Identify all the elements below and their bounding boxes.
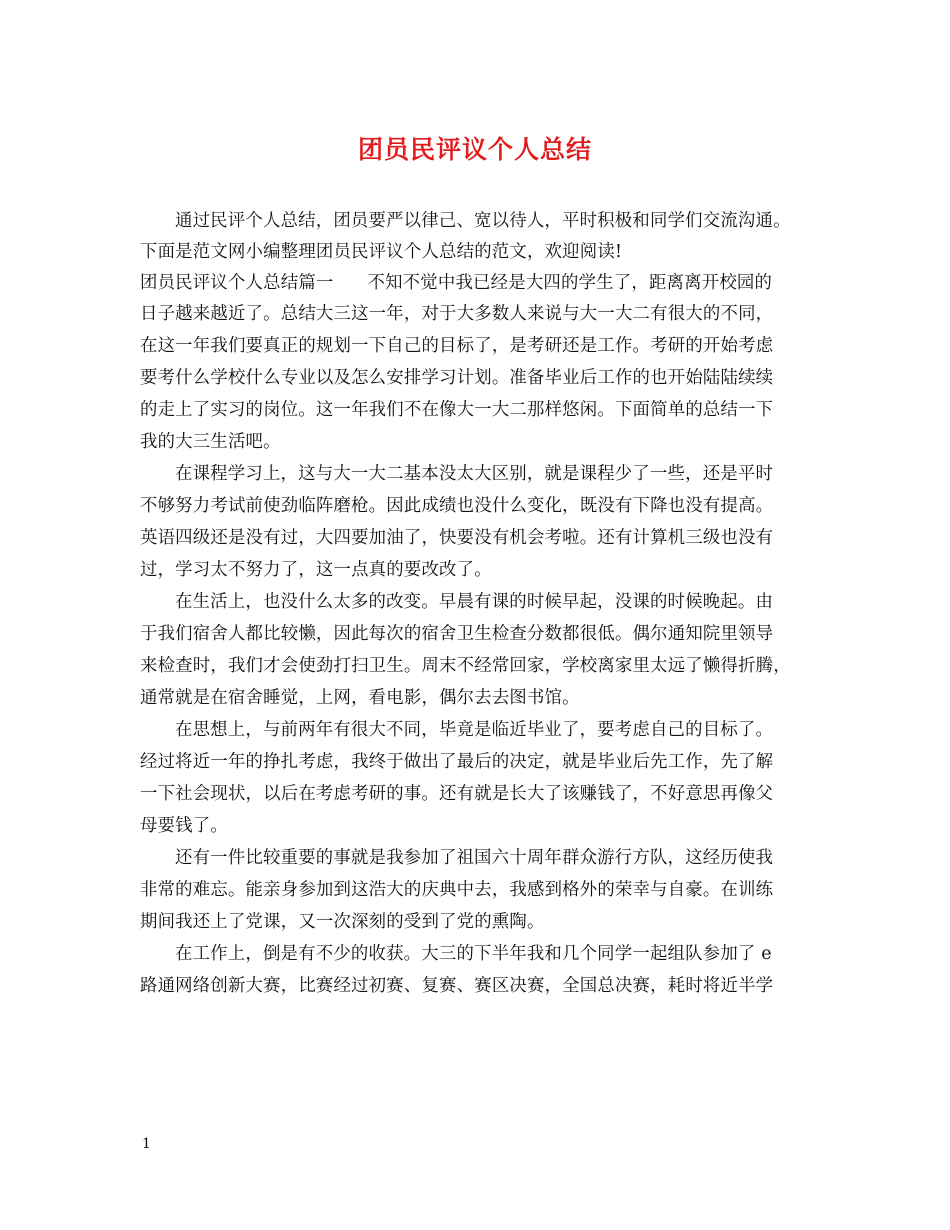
paragraph-line: 路通网络创新大赛，比赛经过初赛、复赛、赛区决赛，全国总决赛，耗时将近半学 [140, 976, 774, 996]
paragraph-line: 母要钱了。 [140, 816, 228, 836]
section-heading-line [140, 268, 812, 299]
paragraph-line: 在课程学习上，这与大一大二基本没太大区别，就是课程少了一些，还是平时 [175, 464, 774, 484]
paragraph-line: 不够努力考试前使劲临阵磨枪。因此成绩也没什么变化，既没有下降也没有提高。 [140, 496, 774, 516]
paragraph-line: 经过将近一年的挣扎考虑，我终于做出了最后的决定，就是毕业后先工作，先了解 [140, 752, 774, 772]
paragraph-line: 在工作上，倒是有不少的收获。大三的下半年我和几个同学一起组队参加了 e [175, 944, 772, 964]
section-heading: 团员民评议个人总结篇一 [140, 272, 334, 293]
paragraph-line: 于我们宿舍人都比较懒，因此每次的宿舍卫生检查分数都很低。偶尔通知院里领导 [140, 624, 774, 644]
paragraph-text: 不知不觉中我已经是大四的学生了，距离离开校园的 [367, 272, 773, 293]
paragraph-line: 我的大三生活吧。 [140, 432, 281, 452]
paragraph-line: 在思想上，与前两年有很大不同，毕竟是临近毕业了，要考虑自己的目标了。 [175, 720, 774, 740]
paragraph-line: 在这一年我们要真正的规划一下自己的目标了，是考研还是工作。考研的开始考虑 [140, 336, 774, 356]
document-title: 团员民评议个人总结 [357, 135, 592, 164]
paragraph-line: 日子越来越近了。总结大三这一年，对于大多数人来说与大一大二有很大的不同， [140, 304, 774, 324]
paragraph-line: 来检查时，我们才会使劲打扫卫生。周末不经常回家，学校离家里太远了懒得折腾， [140, 656, 791, 676]
paragraph-line: 非常的难忘。能亲身参加到这浩大的庆典中去，我感到格外的荣幸与自豪。在训练 [140, 880, 774, 900]
paragraph-line: 的走上了实习的岗位。这一年我们不在像大一大二那样悠闲。下面简单的总结一下 [140, 400, 774, 420]
paragraph-line: 期间我还上了党课，又一次深刻的受到了党的熏陶。 [140, 912, 545, 932]
paragraph-line: 英语四级还是没有过，大四要加油了，快要没有机会考啦。还有计算机三级也没有 [140, 528, 774, 548]
paragraph-line: 过，学习太不努力了，这一点真的要改改了。 [140, 560, 492, 580]
paragraph-line: 下面是范文网小编整理团员民评议个人总结的范文，欢迎阅读! [140, 242, 623, 262]
paragraph-line: 在生活上，也没什么太多的改变。早晨有课的时候早起，没课的时候晚起。由 [175, 592, 774, 612]
paragraph-line: 通常就是在宿舍睡觉，上网，看电影，偶尔去去图书馆。 [140, 688, 580, 708]
document-body [140, 205, 812, 1002]
paragraph-line: 通过民评个人总结，团员要严以律己、宽以待人，平时积极和同学们交流沟通。 [175, 211, 791, 231]
paragraph-line: 要考什么学校什么专业以及怎么安排学习计划。准备毕业后工作的也开始陆陆续续 [140, 368, 774, 388]
paragraph-line: 还有一件比较重要的事就是我参加了祖国六十周年群众游行方队，这经历使我 [175, 848, 774, 868]
paragraph-line: 一下社会现状，以后在考虑考研的事。还有就是长大了该赚钱了，不好意思再像父 [140, 784, 774, 804]
page-number: 1 [142, 1136, 151, 1152]
